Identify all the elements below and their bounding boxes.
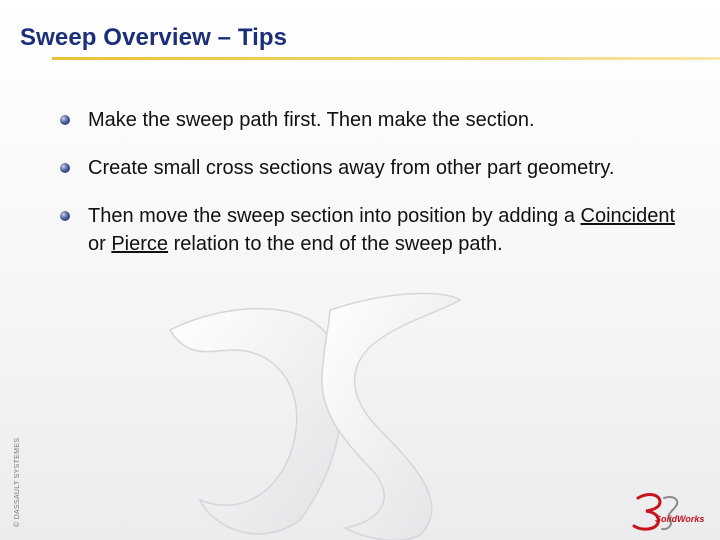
bullet-list (60, 106, 680, 278)
3ds-solidworks-logo-icon (620, 490, 716, 534)
bullet-text-3-prefix: Then move the sweep section into position by adding a (88, 205, 581, 227)
title-underline-rule (52, 57, 720, 60)
solidworks-brand-label: SolidWorks (655, 514, 705, 524)
copyright-notice: © DASSAULT SYSTEMES (14, 437, 21, 527)
slide-title: Sweep Overview – Tips (20, 24, 288, 51)
bullet-dot-icon (60, 115, 70, 125)
bullet-text-3-middle: or (88, 233, 112, 255)
bullet-item-1 (60, 106, 680, 134)
bullet-item-2 (60, 154, 680, 182)
bullet-text-3-suffix: relation to the end of the sweep path. (168, 233, 503, 255)
coincident-term: Coincident (580, 205, 676, 227)
pierce-term: Pierce (111, 233, 169, 255)
bullet-item-3 (60, 202, 680, 258)
bullet-text-1: Make the sweep path first. Then make the section. (88, 109, 535, 131)
bullet-dot-icon (60, 163, 70, 173)
bullet-text-2: Create small cross sections away from other part geometry. (88, 157, 615, 179)
bullet-dot-icon (60, 211, 70, 221)
